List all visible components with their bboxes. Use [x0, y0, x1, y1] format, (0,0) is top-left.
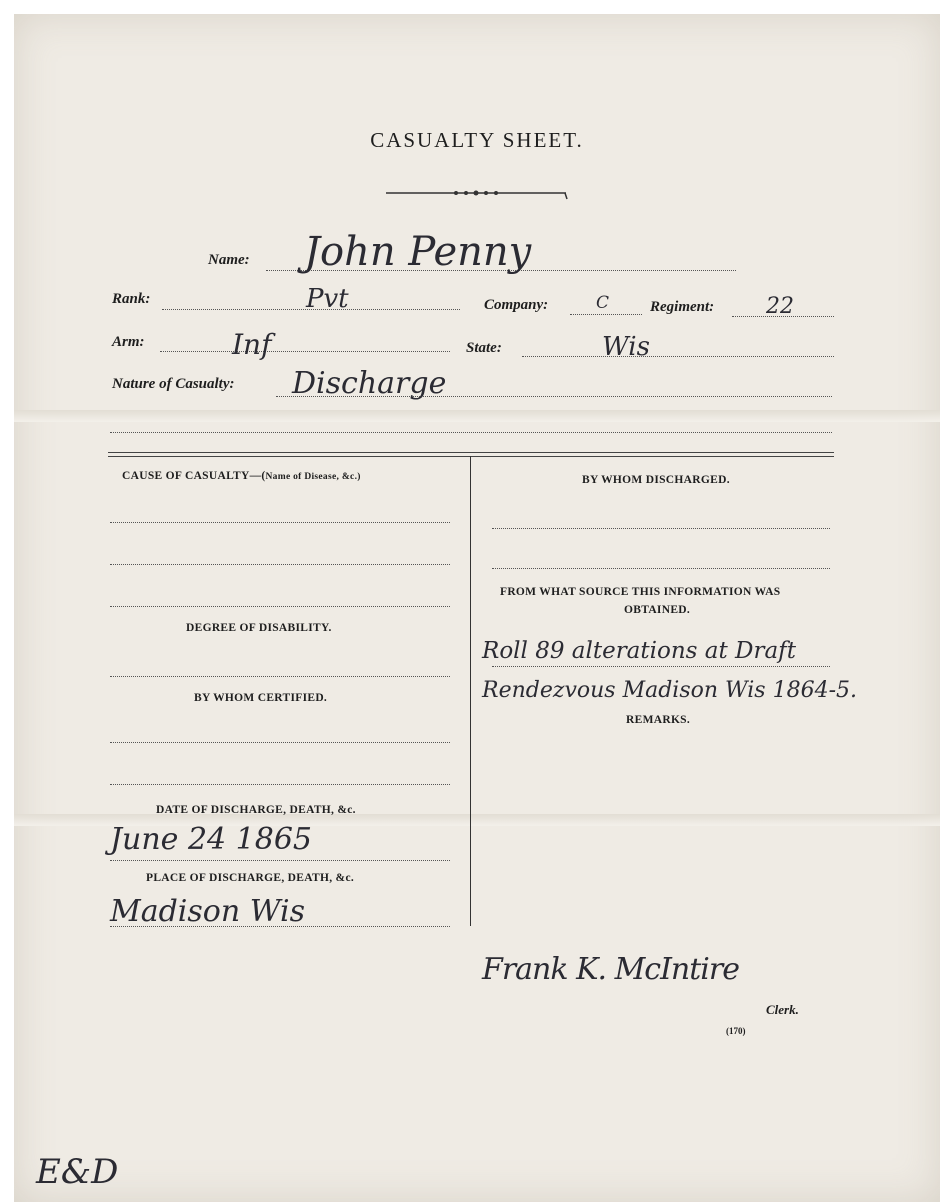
- rank-value: Pvt: [306, 284, 349, 314]
- regiment-label: Regiment:: [650, 299, 715, 315]
- certified-line-1: [110, 742, 450, 743]
- degree-heading: DEGREE OF DISABILITY.: [186, 622, 332, 634]
- name-label: Name:: [208, 252, 250, 268]
- company-label: Company:: [484, 297, 549, 313]
- company-value: C: [596, 293, 610, 313]
- blank-line-extra: [110, 432, 832, 433]
- state-label: State:: [466, 340, 502, 356]
- discharged-line-1: [492, 528, 830, 529]
- corner-note: E&D: [36, 1152, 119, 1192]
- paper-fold-upper: [14, 410, 940, 422]
- source-heading-2: OBTAINED.: [624, 604, 691, 616]
- column-divider: [470, 456, 471, 926]
- sheet-title: CASUALTY SHEET.: [370, 128, 584, 152]
- name-value: John Penny: [304, 229, 532, 275]
- cause-line-1: [110, 522, 450, 523]
- regiment-value: 22: [766, 294, 794, 319]
- arm-value: Inf: [232, 328, 272, 361]
- source-heading: FROM WHAT SOURCE THIS INFORMATION WAS: [500, 586, 781, 598]
- remarks-heading: REMARKS.: [626, 714, 691, 726]
- state-value: Wis: [602, 332, 650, 362]
- cause-line-3: [110, 606, 450, 607]
- nature-value: Discharge: [292, 366, 447, 401]
- arm-line: [160, 351, 450, 352]
- casualty-sheet: [14, 14, 940, 1202]
- state-line: [522, 356, 834, 357]
- company-line: [570, 314, 642, 315]
- form-divider-top-2: [108, 456, 834, 457]
- date-heading: DATE OF DISCHARGE, DEATH, &c.: [156, 804, 356, 816]
- cause-line-2: [110, 564, 450, 565]
- cause-heading: CAUSE OF CASUALTY—(Name of Disease, &c.): [122, 470, 361, 482]
- place-line: [110, 926, 450, 927]
- title-ornament: [386, 187, 568, 201]
- discharged-heading: BY WHOM DISCHARGED.: [582, 474, 730, 486]
- clerk-signature: Frank K. McIntire: [482, 952, 739, 987]
- source-line-1: [492, 666, 830, 667]
- arm-label: Arm:: [112, 334, 145, 350]
- degree-line: [110, 676, 450, 677]
- nature-label: Nature of Casualty:: [112, 376, 235, 392]
- date-line: [110, 860, 450, 861]
- form-number: (170): [726, 1026, 746, 1036]
- certified-heading: BY WHOM CERTIFIED.: [194, 692, 328, 704]
- clerk-label: Clerk.: [766, 1002, 799, 1017]
- certified-line-2: [110, 784, 450, 785]
- source-value-1: Roll 89 alterations at Draft: [482, 638, 796, 664]
- form-divider-top: [108, 452, 834, 453]
- place-value: Madison Wis: [110, 894, 306, 929]
- rank-label: Rank:: [112, 291, 151, 307]
- place-heading: PLACE OF DISCHARGE, DEATH, &c.: [146, 872, 355, 884]
- source-value-2: Rendezvous Madison Wis 1864-5.: [482, 678, 857, 703]
- discharged-line-2: [492, 568, 830, 569]
- date-value: June 24 1865: [110, 822, 313, 857]
